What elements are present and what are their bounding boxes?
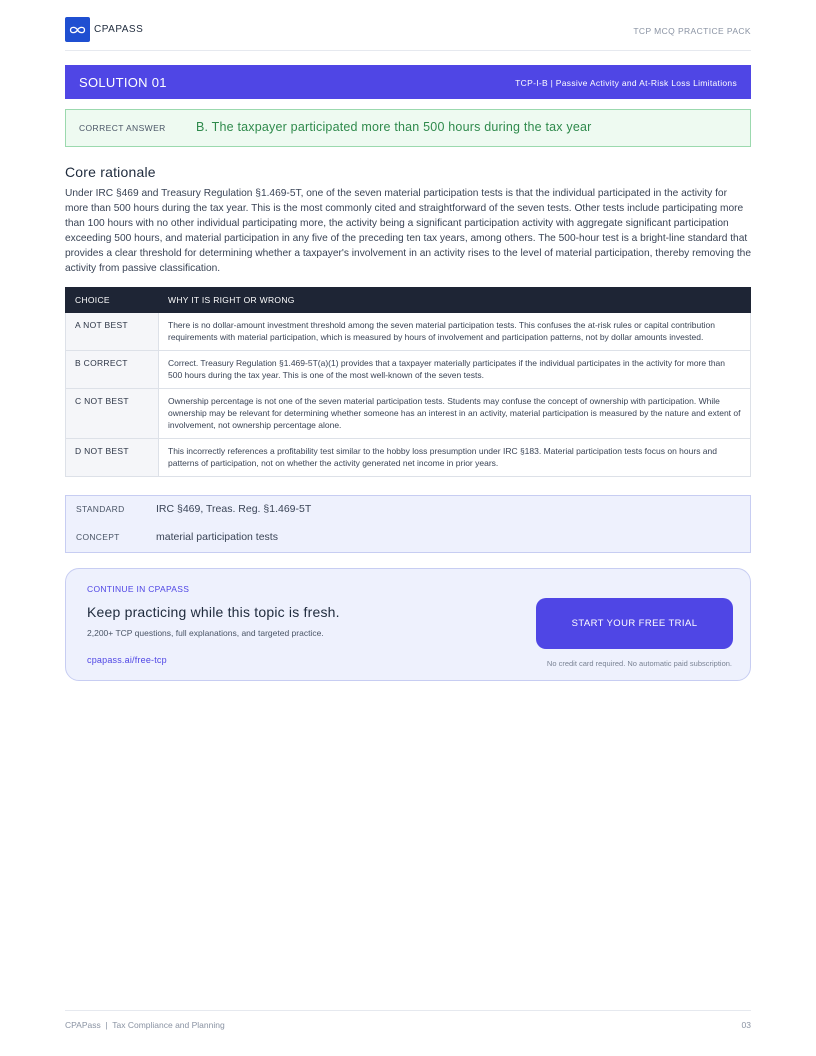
footer-text: CPAPass | Tax Compliance and Planning: [65, 1020, 225, 1030]
solution-title: SOLUTION 01: [79, 75, 167, 90]
choice-cell: D NOT BEST: [66, 439, 159, 477]
choice-cell: A NOT BEST: [66, 313, 159, 351]
cta-card: [65, 568, 751, 681]
brand-name: CPAPASS: [94, 24, 144, 35]
correct-answer-box: [65, 109, 751, 147]
start-free-trial-button[interactable]: START YOUR FREE TRIAL: [536, 598, 733, 649]
rationale-heading: Core rationale: [65, 164, 156, 180]
concept-value: material participation tests: [156, 531, 278, 543]
standard-label: STANDARD: [76, 504, 125, 514]
choice-cell: B CORRECT: [66, 351, 159, 389]
infinity-icon: [69, 25, 86, 35]
cta-subtitle: 2,200+ TCP questions, full explanations, and targeted practice.: [87, 628, 324, 638]
solution-bar: [65, 65, 751, 99]
header-divider: [65, 50, 751, 51]
table-row: [66, 389, 751, 439]
table-row: [66, 313, 751, 351]
table-header-row: [66, 288, 751, 313]
cta-eyebrow: CONTINUE IN CPAPASS: [87, 584, 190, 594]
choices-table: [65, 287, 751, 477]
cta-link[interactable]: cpapass.ai/free-tcp: [87, 655, 167, 665]
column-header-explanation: WHY IT IS RIGHT OR WRONG: [159, 288, 751, 313]
page-header: [65, 17, 751, 43]
concept-label: CONCEPT: [76, 532, 120, 542]
standard-value: IRC §469, Treas. Reg. §1.469-5T: [156, 503, 312, 515]
explanation-cell: Ownership percentage is not one of the seven material participation tests. Students may confuse the concept of ownership with participation. While ownership may be relevant for determining whether someone has an interest in an activity, material participation is measured by the nature and extent of involvement, not ownership percentage alone.: [159, 389, 751, 439]
solution-topic: TCP-I-B | Passive Activity and At-Risk Loss Limitations: [515, 78, 737, 88]
choice-cell: C NOT BEST: [66, 389, 159, 439]
logo: [65, 17, 90, 42]
table-row: [66, 351, 751, 389]
page-number: 03: [741, 1020, 751, 1030]
column-header-choice: CHOICE: [66, 288, 159, 313]
correct-answer-label: CORRECT ANSWER: [79, 123, 166, 133]
footer-divider: [65, 1010, 751, 1011]
correct-answer-text: B. The taxpayer participated more than 500 hours during the tax year: [196, 120, 592, 134]
cta-note: No credit card required. No automatic paid subscription.: [546, 659, 732, 668]
page: [65, 0, 751, 1056]
explanation-cell: This incorrectly references a profitability test similar to the hobby loss presumption under IRC §183. Material participation tests focus on hours and patterns of participation, not on whether the activity generated net income in prior years.: [159, 439, 751, 477]
explanation-cell: There is no dollar-amount investment threshold among the seven material participation tests. This confuses the at-risk rules or capital contribution requirements with material participation, which is measured by hours of involvement and participation patterns, not by dollar amounts invested.: [159, 313, 751, 351]
cta-title: Keep practicing while this topic is fresh.: [87, 604, 340, 620]
explanation-cell: Correct. Treasury Regulation §1.469-5T(a)(1) provides that a taxpayer materially participates if the individual participates in the activity for more than 500 hours during the tax year. This is one of the most well-known of the seven tests.: [159, 351, 751, 389]
rationale-body: Under IRC §469 and Treasury Regulation §1.469-5T, one of the seven material participation tests is that the individual participated in the activity for more than 500 hours during the tax year. This is the most commonly cited and straightforward of the seven tests. Other tests include participating more than 100 hours with no other individual participating more, the activity being a significant participation activity with aggregate significant participation exceeding 500 hours, and material participation in any five of the preceding ten tax years, among others. The 500-hour test is a bright-line standard that provides a clear threshold for determining whether a taxpayer's involvement in an activity rises to the level of material participation, thereby removing the activity from passive classification.: [65, 188, 751, 274]
pack-label: TCP MCQ PRACTICE PACK: [633, 26, 751, 36]
table-row: [66, 439, 751, 477]
standard-box: [65, 495, 751, 553]
